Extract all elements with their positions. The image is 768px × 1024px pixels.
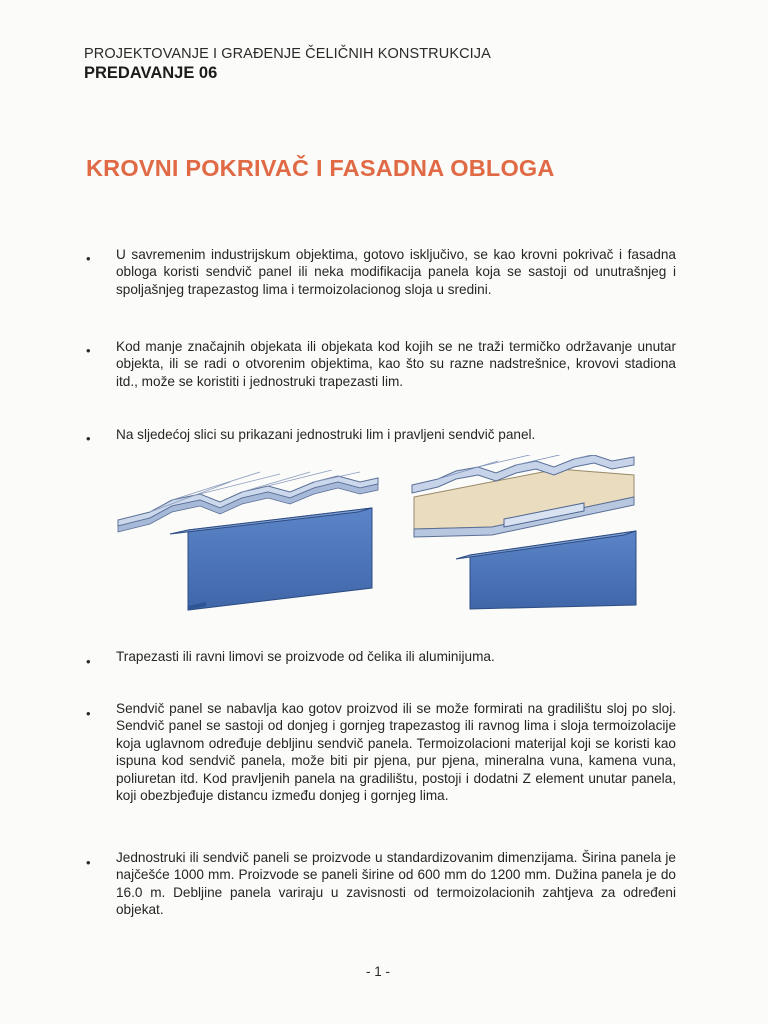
purlin-web — [188, 508, 372, 610]
sandwich-panel-figure — [408, 455, 648, 615]
bullet-marker: • — [86, 431, 91, 446]
bullet-marker: • — [86, 654, 91, 669]
paragraph-materials: Trapezasti ili ravni limovi se proizvode od čelika ili aluminijuma. — [116, 649, 495, 664]
bullet-marker: • — [86, 706, 91, 721]
page-number: - 1 - — [366, 964, 391, 979]
bullet-marker: • — [86, 343, 91, 358]
paragraph-single-sheet: Kod manje značajnih objekata ili objekata kod kojih se ne traži termičko održavanje unutar objekta, ili se radi o otvorenim objektima, kao što su razne nadstrešnice, krovovi stadiona itd., može se koristiti i jednostruki trapezasti lim. — [116, 339, 676, 389]
main-heading: KROVNI POKRIVAČ I FASADNA OBLOGA — [86, 155, 555, 181]
paragraph-sandwich-panel: Sendvič panel se nabavlja kao gotov proizvod ili se može formirati na gradilištu sloj po sloj. Sendvič panel se sastoji od donjeg i gornjeg trapezastog ili ravnog lima i sloja termoizolacije koja uglavnom određuje debljinu sendvič panela. Termoizolacioni materijal koji se koristi kao ispuna kod sendvič panela, može biti pir pjena, pur pjena, mineralna vuna, kamena vuna, poliuretan itd. Kod pravljenih panela na gradilištu, postoji i dodatni Z element unutar panela, koji obezbjeđuje distancu između donjeg i gornjeg lima. — [116, 701, 676, 804]
paragraph-dimensions: Jednostruki ili sendvič paneli se proizvode u standardizovanim dimenzijama. Širina panela je najčešće 1000 mm. Proizvode se paneli širine od 600 mm do 1200 mm. Dužina panela je do 16.0 m. Debljine panela variraju u zavisnosti od termoizolacionih zahtjeva za određeni objekat. — [116, 850, 676, 918]
lecture-title: PREDAVANJE 06 — [84, 64, 218, 82]
bullet-marker: • — [86, 251, 91, 266]
bullet-marker: • — [86, 855, 91, 870]
paragraph-intro: U savremenim industrijskum objektima, gotovo isključivo, se kao krovni pokrivač i fasadna obloga koristi sendvič panel ili neka modifikacija panela koja se sastoji od unutrašnjeg i spoljašnjeg trapezastog lima i termoizolacionog sloja u sredini. — [116, 247, 676, 297]
single-sheet-figure — [110, 470, 390, 620]
paragraph-figure-intro: Na sljedećoj slici su prikazani jednostruki lim i pravljeni sendvič panel. — [116, 427, 536, 442]
course-title: PROJEKTOVANJE I GRAĐENJE ČELIČNIH KONSTRUKCIJA — [84, 46, 491, 62]
